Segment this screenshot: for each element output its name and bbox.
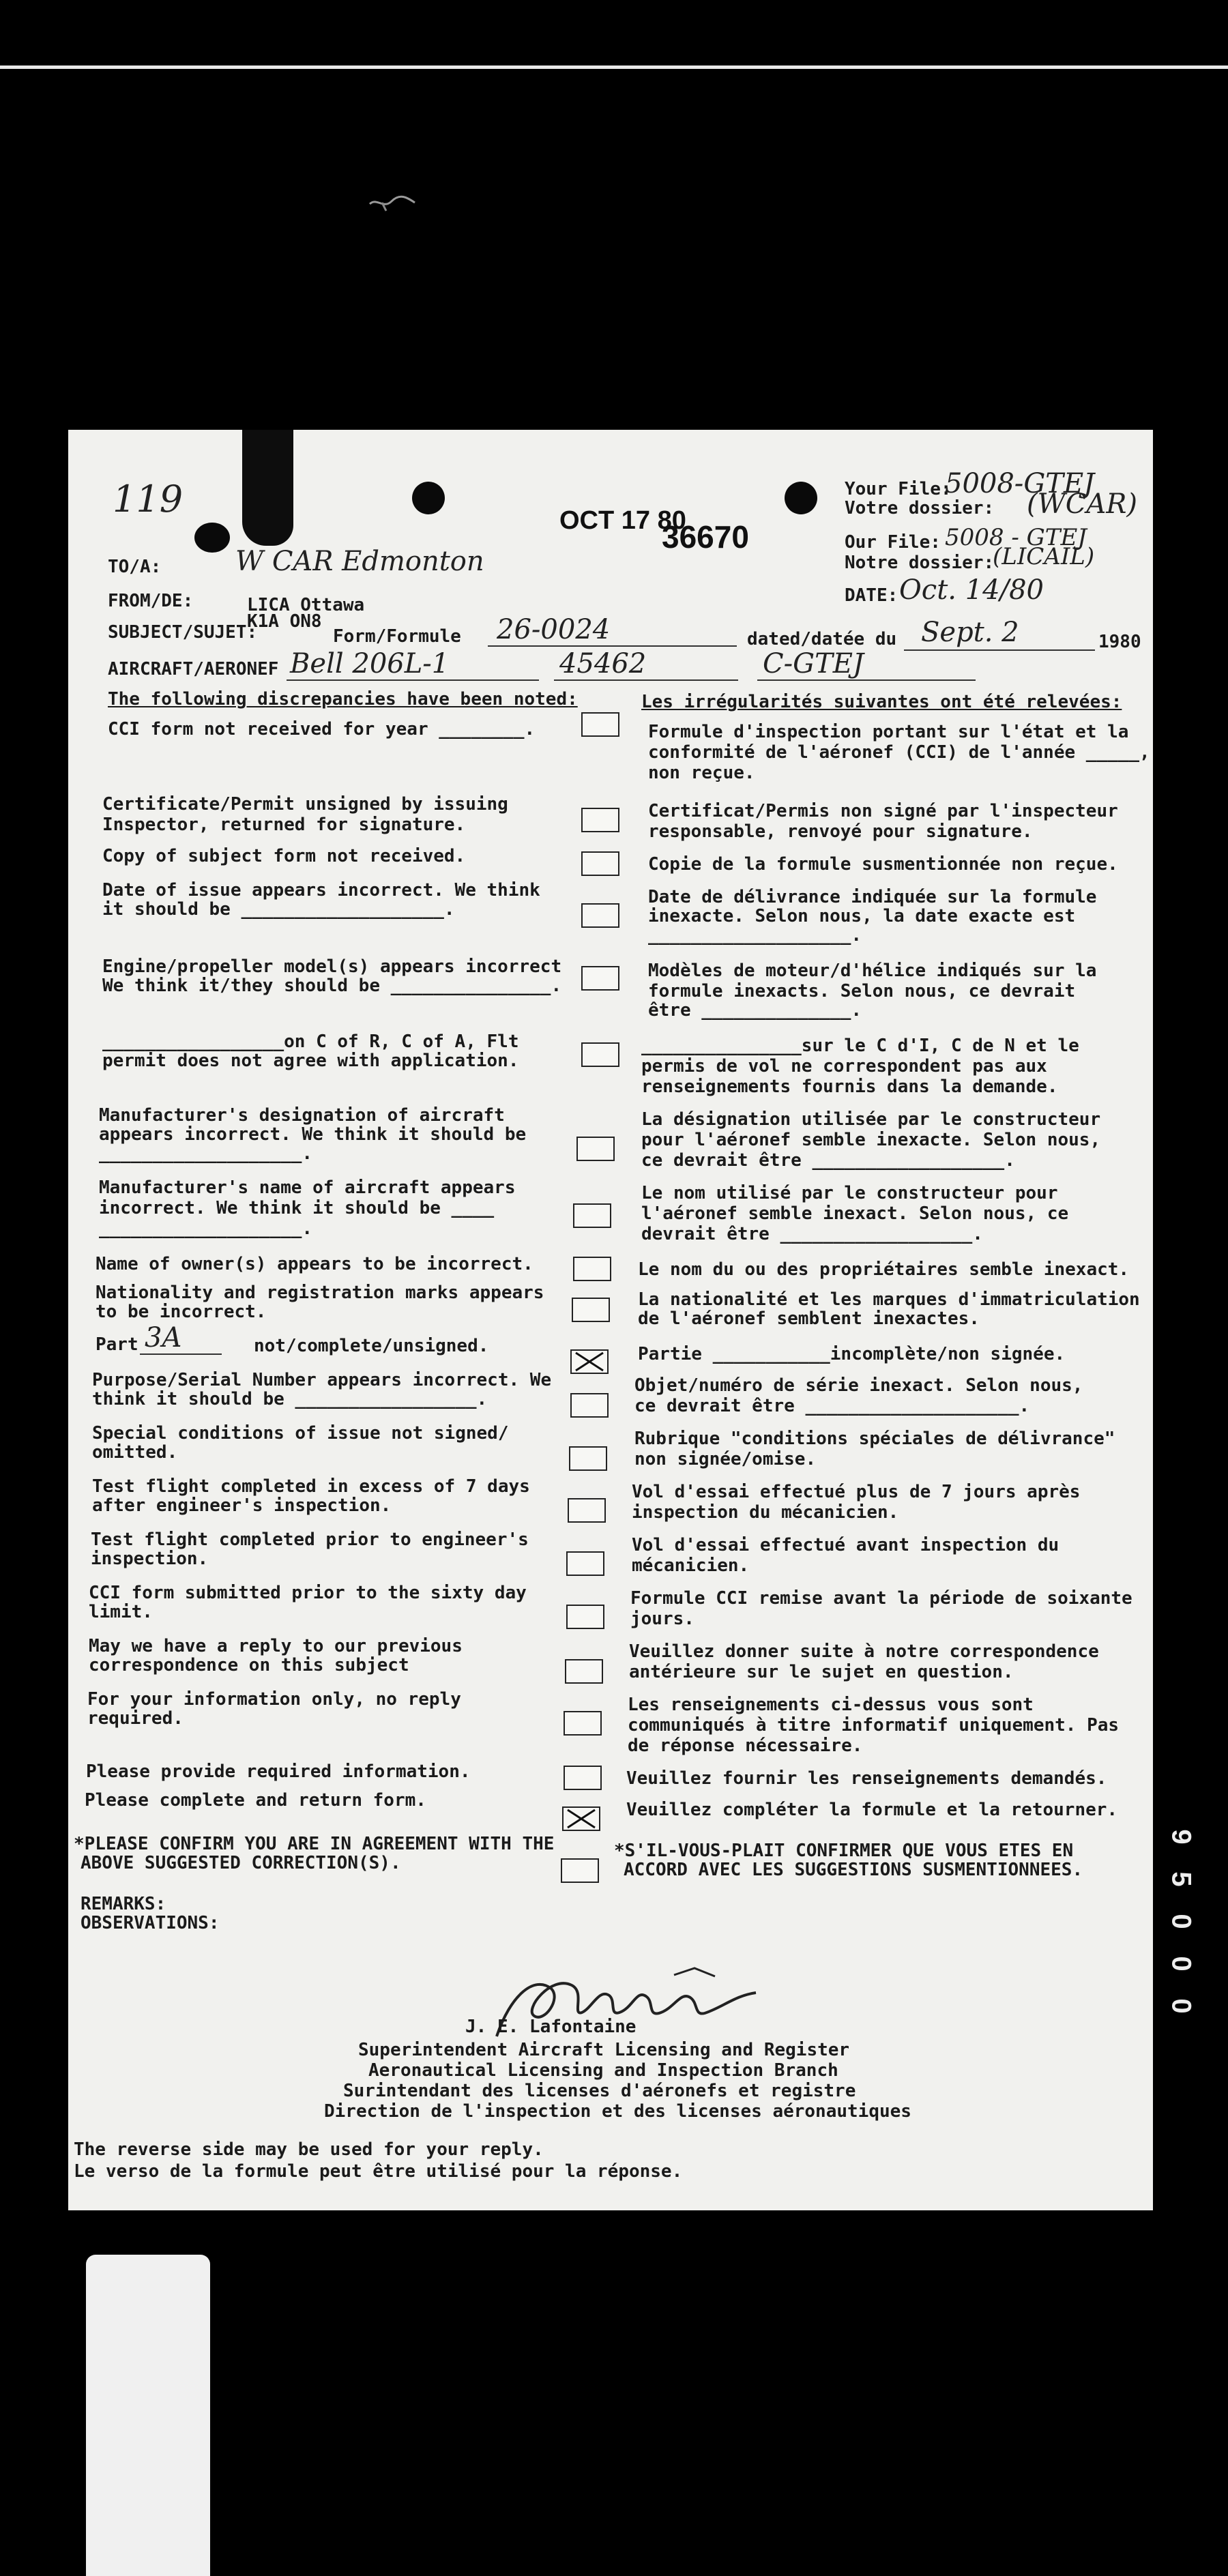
item-checkbox[interactable] bbox=[581, 966, 619, 991]
item-text-fr: Vol d'essai effectué avant inspection du bbox=[632, 1535, 1059, 1555]
item-text-fr: Certificat/Permis non signé par l'inspecteur bbox=[648, 801, 1118, 821]
our-file-label: Our File: bbox=[845, 532, 941, 553]
item-text-en: Inspector, returned for signature. bbox=[102, 815, 466, 835]
notre-dossier-label: Notre dossier: bbox=[845, 553, 995, 573]
frame-digit: 9 bbox=[1166, 1829, 1197, 1845]
signer-title-1: Superintendent Aircraft Licensing and Register bbox=[358, 2040, 850, 2060]
item-text-fr: Modèles de moteur/d'hélice indiqués sur la bbox=[648, 961, 1097, 981]
item-text-fr: Partie ___________incomplète/non signée. bbox=[638, 1344, 1066, 1364]
item-text-en: incorrect. We think it should be ____ bbox=[99, 1198, 495, 1218]
pencil-scribble bbox=[368, 194, 416, 212]
item-checkbox[interactable] bbox=[573, 1203, 611, 1228]
item-text-en: Engine/propeller model(s) appears incorrect bbox=[102, 956, 562, 977]
item-text-en: not/complete/unsigned. bbox=[254, 1336, 489, 1356]
item-text-en: Please complete and return form. bbox=[85, 1790, 426, 1811]
item-checkbox[interactable] bbox=[581, 1042, 619, 1067]
heading-fr: Les irrégularités suivantes ont été relevées: bbox=[641, 692, 1122, 712]
remarks-label: REMARKS: bbox=[81, 1894, 166, 1914]
item-text-en: Purpose/Serial Number appears incorrect. We bbox=[92, 1370, 552, 1390]
film-frame-number bbox=[1153, 1821, 1208, 2053]
item-text-fr: inspection du mécanicien. bbox=[632, 1502, 899, 1523]
item-text-en: Manufacturer's name of aircraft appears bbox=[99, 1177, 516, 1198]
item-text-fr: Veuillez compléter la formule et la retourner. bbox=[626, 1800, 1118, 1820]
item-text-en: limit. bbox=[89, 1602, 153, 1622]
item-text-fr: être ______________. bbox=[648, 1000, 862, 1021]
date-value: Oct. 14/80 bbox=[899, 574, 1044, 606]
item-text-en: after engineer's inspection. bbox=[92, 1495, 392, 1516]
film-top-line bbox=[0, 65, 1228, 69]
our-file-value: 5008 - GTEJ bbox=[945, 524, 1087, 551]
item-checkbox-checked[interactable] bbox=[562, 1806, 600, 1831]
punch-hole-2 bbox=[785, 482, 817, 514]
subject-label: SUBJECT/SUJET: bbox=[108, 622, 258, 643]
part-value: 3A bbox=[145, 1322, 182, 1353]
item-checkbox[interactable] bbox=[581, 903, 619, 928]
item-text-en: Special conditions of issue not signed/ bbox=[92, 1423, 509, 1444]
item-text-en: permit does not agree with application. bbox=[102, 1051, 519, 1071]
item-text-fr: Le nom utilisé par le constructeur pour bbox=[641, 1183, 1058, 1203]
frame-digit: 0 bbox=[1166, 1914, 1197, 1929]
item-checkbox[interactable] bbox=[565, 1659, 603, 1684]
item-text-fr: antérieure sur le sujet en question. bbox=[629, 1662, 1014, 1682]
aircraft-serial: 45462 bbox=[559, 648, 647, 679]
punch-hole-3 bbox=[194, 523, 230, 553]
item-text-en: Name of owner(s) appears to be incorrect. bbox=[96, 1254, 533, 1274]
signer-title-3: Surintendant des licenses d'aéronefs et registre bbox=[343, 2081, 856, 2101]
item-text-fr: Vol d'essai effectué plus de 7 jours après bbox=[632, 1482, 1081, 1502]
item-text-fr: Objet/numéro de série inexact. Selon nous, bbox=[634, 1375, 1083, 1396]
item-text-fr: jours. bbox=[630, 1609, 695, 1629]
item-text-en: correspondence on this subject bbox=[89, 1655, 409, 1675]
item-text-en: Test flight completed prior to engineer's bbox=[91, 1530, 529, 1550]
item-checkbox[interactable] bbox=[564, 1766, 602, 1790]
item-text-en: ___________________. bbox=[99, 1218, 313, 1239]
received-stamp-number: 36670 bbox=[662, 519, 749, 555]
item-text-fr: Les renseignements ci-dessus vous sont bbox=[628, 1695, 1034, 1715]
item-checkbox[interactable] bbox=[569, 1446, 607, 1471]
signer-name: J. E. Lafontaine bbox=[465, 2017, 637, 2037]
item-text-en: We think it/they should be _______________. bbox=[102, 976, 562, 996]
item-text-en: Please provide required information. bbox=[86, 1761, 471, 1782]
item-checkbox[interactable] bbox=[581, 851, 619, 876]
item-text-fr: mécanicien. bbox=[632, 1555, 750, 1576]
year-value: 1980 bbox=[1098, 632, 1141, 652]
item-text-en: to be incorrect. bbox=[96, 1302, 267, 1322]
item-text-en: Copy of subject form not received. bbox=[102, 846, 466, 866]
dated-value: Sept. 2 bbox=[921, 617, 1019, 648]
item-text-fr: Formule d'inspection portant sur l'état et la bbox=[648, 722, 1129, 742]
form-label: Form/Formule bbox=[333, 626, 461, 647]
item-checkbox[interactable] bbox=[576, 1137, 615, 1161]
item-text-fr: formule inexacts. Selon nous, ce devrait bbox=[648, 981, 1076, 1001]
footer-fr: Le verso de la formule peut être utilisé pour la réponse. bbox=[74, 2161, 683, 2182]
aircraft-registration: C-GTEJ bbox=[763, 648, 864, 679]
item-text-fr: devrait être __________________. bbox=[641, 1224, 983, 1244]
item-text-fr: Le nom du ou des propriétaires semble inexact. bbox=[638, 1259, 1130, 1280]
item-checkbox[interactable] bbox=[573, 1257, 611, 1281]
item-text-en: Test flight completed in excess of 7 days bbox=[92, 1476, 530, 1497]
received-stamp-date: OCT 17 80 bbox=[559, 506, 686, 535]
to-value: W CAR Edmonton bbox=[235, 546, 484, 577]
dated-label: dated/datée du bbox=[747, 629, 897, 649]
item-text-fr: pour l'aéronef semble inexacte. Selon nous, bbox=[641, 1130, 1101, 1150]
item-text-en: appears incorrect. We think it should be bbox=[99, 1124, 527, 1145]
votre-dossier-value: (WCAR) bbox=[1027, 488, 1137, 520]
item-text-en: *PLEASE CONFIRM YOU ARE IN AGREEMENT WITH THE bbox=[74, 1834, 555, 1854]
punch-hole-1 bbox=[412, 482, 445, 514]
item-checkbox[interactable] bbox=[566, 1551, 604, 1576]
signer-title-2: Aeronautical Licensing and Inspection Branch bbox=[368, 2060, 838, 2081]
item-text-fr: l'aéronef semble inexact. Selon nous, ce bbox=[641, 1203, 1069, 1224]
check-x-icon bbox=[564, 1808, 599, 1830]
check-x-icon bbox=[572, 1351, 607, 1373]
item-checkbox[interactable] bbox=[581, 712, 619, 737]
item-checkbox[interactable] bbox=[570, 1393, 609, 1418]
from-label: FROM/DE: bbox=[108, 591, 194, 611]
item-checkbox-checked[interactable] bbox=[570, 1349, 609, 1374]
form-value: 26-0024 bbox=[497, 614, 611, 645]
item-text-fr: _______________sur le C d'I, C de N et le bbox=[641, 1036, 1079, 1056]
item-text-en: ___________________. bbox=[99, 1143, 313, 1164]
item-text-fr: communiqués à titre informatif uniquement. Pas bbox=[628, 1715, 1120, 1736]
item-text-fr: ce devrait être ____________________. bbox=[634, 1396, 1030, 1416]
item-text-en: Nationality and registration marks appears bbox=[96, 1283, 544, 1303]
item-text-fr: permis de vol ne correspondent pas aux bbox=[641, 1056, 1047, 1077]
votre-dossier-label: Votre dossier: bbox=[845, 498, 995, 518]
item-text-fr: inexacte. Selon nous, la date exacte est bbox=[648, 906, 1076, 926]
item-checkbox[interactable] bbox=[564, 1711, 602, 1736]
item-text-fr: renseignements fournis dans la demande. bbox=[641, 1077, 1058, 1097]
item-checkbox[interactable] bbox=[561, 1858, 599, 1883]
item-text-en: Part bbox=[96, 1334, 138, 1355]
item-text-fr: Rubrique "conditions spéciales de délivrance" bbox=[634, 1429, 1115, 1449]
item-text-en: think it should be _________________. bbox=[92, 1389, 488, 1409]
aircraft-type: Bell 206L-1 bbox=[290, 648, 450, 679]
frame-digit: 0 bbox=[1166, 1956, 1197, 1972]
from-value: LICA Ottawa bbox=[247, 595, 365, 615]
film-leader-strip bbox=[86, 2255, 210, 2576]
observations-label: OBSERVATIONS: bbox=[81, 1913, 220, 1933]
item-text-fr: Date de délivrance indiquée sur la formule bbox=[648, 887, 1097, 907]
item-checkbox[interactable] bbox=[566, 1605, 604, 1629]
margin-note: 119 bbox=[113, 478, 184, 521]
item-text-en: _________________on C of R, C of A, Flt bbox=[102, 1031, 519, 1052]
item-text-en: CCI form submitted prior to the sixty day bbox=[89, 1583, 527, 1603]
item-text-fr: Formule CCI remise avant la période de soixante bbox=[630, 1588, 1132, 1609]
item-checkbox[interactable] bbox=[568, 1498, 606, 1523]
item-text-fr: La désignation utilisée par le constructeur bbox=[641, 1109, 1101, 1130]
heading-en: The following discrepancies have been noted: bbox=[108, 689, 578, 709]
item-text-fr: responsable, renvoyé pour signature. bbox=[648, 821, 1033, 842]
item-text-en: May we have a reply to our previous bbox=[89, 1636, 463, 1656]
item-text-fr: non signée/omise. bbox=[634, 1449, 817, 1469]
item-text-fr: Veuillez donner suite à notre correspondence bbox=[629, 1641, 1099, 1662]
item-text-en: Date of issue appears incorrect. We think bbox=[102, 880, 540, 901]
item-text-en: CCI form not received for year ________. bbox=[108, 719, 536, 740]
item-text-fr: Copie de la formule susmentionnée non reçue. bbox=[648, 854, 1118, 875]
item-text-en: Certificate/Permit unsigned by issuing bbox=[102, 794, 508, 815]
item-text-fr: ACCORD AVEC LES SUGGESTIONS SUSMENTIONNEES. bbox=[624, 1860, 1083, 1880]
item-text-fr: Veuillez fournir les renseignements demandés. bbox=[626, 1768, 1107, 1789]
date-label: DATE: bbox=[845, 585, 898, 606]
item-text-fr: ___________________. bbox=[648, 925, 862, 946]
item-text-en: For your information only, no reply bbox=[87, 1689, 461, 1710]
notre-dossier-value: (LICAIL) bbox=[993, 543, 1095, 570]
aircraft-label: AIRCRAFT/AERONEF bbox=[108, 659, 279, 679]
item-text-en: Manufacturer's designation of aircraft bbox=[99, 1105, 505, 1126]
item-text-en: required. bbox=[87, 1708, 184, 1729]
from-code: K1A ON8 bbox=[247, 611, 322, 632]
to-label: TO/A: bbox=[108, 557, 162, 577]
item-text-fr: ce devrait être __________________. bbox=[641, 1150, 1015, 1171]
item-text-fr: conformité de l'aéronef (CCI) de l'année _____, bbox=[648, 742, 1150, 763]
signer-title-4: Direction de l'inspection et des licenses aéronautiques bbox=[324, 2101, 911, 2122]
item-text-fr: de réponse nécessaire. bbox=[628, 1736, 863, 1756]
frame-digit: 5 bbox=[1166, 1871, 1197, 1887]
your-file-value: 5008-GTEJ bbox=[945, 468, 1095, 499]
item-text-fr: La nationalité et les marques d'immatriculation bbox=[638, 1289, 1140, 1310]
your-file-label: Your File: bbox=[845, 479, 952, 499]
item-text-fr: non reçue. bbox=[648, 763, 755, 783]
item-text-en: it should be ___________________. bbox=[102, 899, 455, 920]
item-checkbox[interactable] bbox=[572, 1298, 610, 1322]
ink-blot bbox=[242, 430, 293, 546]
item-text-en: ABOVE SUGGESTED CORRECTION(S). bbox=[81, 1853, 401, 1873]
item-text-en: inspection. bbox=[91, 1549, 209, 1569]
item-text-en: omitted. bbox=[92, 1442, 178, 1463]
frame-digit: 0 bbox=[1166, 1998, 1197, 2014]
item-checkbox[interactable] bbox=[581, 808, 619, 832]
item-text-fr: de l'aéronef semblent inexactes. bbox=[638, 1308, 980, 1329]
footer-en: The reverse side may be used for your reply. bbox=[74, 2139, 544, 2160]
item-text-fr: *S'IL-VOUS-PLAIT CONFIRMER QUE VOUS ETES EN bbox=[614, 1841, 1074, 1861]
